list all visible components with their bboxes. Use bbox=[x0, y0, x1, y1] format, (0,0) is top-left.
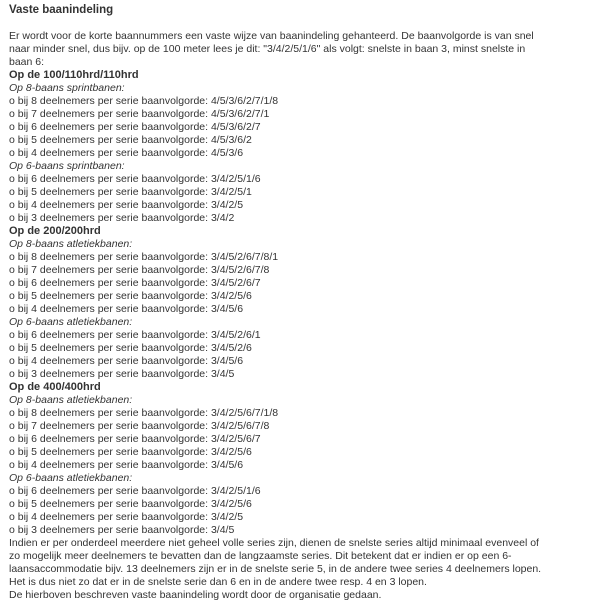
lane-order-item: o bij 6 deelnemers per serie baanvolgorde: 3/4/2/5/1/6 bbox=[9, 173, 261, 185]
lane-order-item: o bij 4 deelnemers per serie baanvolgorde: 3/4/5/6 bbox=[9, 303, 244, 315]
lane-order-item: o bij 8 deelnemers per serie baanvolgorde: 4/5/3/6/2/7/1/8 bbox=[9, 95, 279, 107]
lane-order-item: o bij 7 deelnemers per serie baanvolgorde: 3/4/5/2/6/7/8 bbox=[9, 264, 270, 276]
lane-order-item: o bij 3 deelnemers per serie baanvolgorde: 3/4/5 bbox=[9, 524, 235, 536]
lane-order-item: o bij 5 deelnemers per serie baanvolgorde: 3/4/2/5/1 bbox=[9, 186, 252, 198]
subsection-label: Op 8-baans sprintbanen: bbox=[9, 82, 125, 94]
lane-order-item: o bij 8 deelnemers per serie baanvolgorde: 3/4/5/2/6/7/8/1 bbox=[9, 251, 279, 263]
subsection-label: Op 8-baans atletiekbanen: bbox=[9, 238, 133, 250]
lane-order-item: o bij 6 deelnemers per serie baanvolgorde: 4/5/3/6/2/7 bbox=[9, 121, 261, 133]
section-heading: Op de 200/200hrd bbox=[9, 225, 101, 237]
lane-order-item: o bij 4 deelnemers per serie baanvolgorde: 3/4/5/6 bbox=[9, 459, 244, 471]
closing-line: Het is dus niet zo dat er in de snelste serie dan 6 en in de andere twee resp. 4 en 3 lopen. bbox=[9, 576, 427, 588]
section bbox=[9, 225, 591, 381]
section-heading: Op de 100/110hrd/110hrd bbox=[9, 69, 139, 81]
section bbox=[9, 69, 591, 225]
intro-line: naar minder snel, dus bijv. op de 100 meter lees je dit: "3/4/2/5/1/6" als volgt: snelste in baan 3, minst snelste in bbox=[9, 43, 526, 55]
lane-order-item: o bij 4 deelnemers per serie baanvolgorde: 4/5/3/6 bbox=[9, 147, 244, 159]
lane-order-item: o bij 5 deelnemers per serie baanvolgorde: 3/4/2/5/6 bbox=[9, 498, 252, 510]
lane-order-item: o bij 5 deelnemers per serie baanvolgorde: 3/4/2/5/6 bbox=[9, 290, 252, 302]
intro-line: baan 6: bbox=[9, 56, 45, 68]
lane-order-item: o bij 3 deelnemers per serie baanvolgorde: 3/4/2 bbox=[9, 212, 235, 224]
lane-order-item: o bij 7 deelnemers per serie baanvolgorde: 4/5/3/6/2/7/1 bbox=[9, 108, 270, 120]
lane-order-item: o bij 5 deelnemers per serie baanvolgorde: 3/4/5/2/6 bbox=[9, 342, 252, 354]
lane-order-item: o bij 6 deelnemers per serie baanvolgorde: 3/4/5/2/6/7 bbox=[9, 277, 261, 289]
lane-order-item: o bij 6 deelnemers per serie baanvolgorde: 3/4/2/5/1/6 bbox=[9, 485, 261, 497]
section-heading: Op de 400/400hrd bbox=[9, 381, 101, 393]
subsection-label: Op 6-baans sprintbanen: bbox=[9, 160, 125, 172]
lane-order-item: o bij 4 deelnemers per serie baanvolgorde: 3/4/2/5 bbox=[9, 511, 244, 523]
subsection-label: Op 6-baans atletiekbanen: bbox=[9, 316, 133, 328]
subsection-label: Op 8-baans atletiekbanen: bbox=[9, 394, 133, 406]
lane-order-item: o bij 6 deelnemers per serie baanvolgorde: 3/4/5/2/6/1 bbox=[9, 329, 261, 341]
closing-line: De hierboven beschreven vaste baanindeling wordt door de organisatie gedaan. bbox=[9, 589, 382, 601]
lane-order-item: o bij 5 deelnemers per serie baanvolgorde: 3/4/2/5/6 bbox=[9, 446, 252, 458]
closing-line: laansaccommodatie bijv. 13 deelnemers zijn er in de snelste serie 5, in de andere twee series 4 deelnemers lopen. bbox=[9, 563, 542, 575]
lane-order-item: o bij 3 deelnemers per serie baanvolgorde: 3/4/5 bbox=[9, 368, 235, 380]
section bbox=[9, 381, 591, 537]
lane-order-item: o bij 8 deelnemers per serie baanvolgorde: 3/4/2/5/6/7/1/8 bbox=[9, 407, 279, 419]
intro-line: Er wordt voor de korte baannummers een vaste wijze van baanindeling gehanteerd. De baanvolgorde is van snel bbox=[9, 30, 534, 42]
lane-order-item: o bij 4 deelnemers per serie baanvolgorde: 3/4/2/5 bbox=[9, 199, 244, 211]
sections bbox=[9, 69, 591, 537]
closing-paragraph bbox=[9, 537, 591, 602]
lane-order-item: o bij 7 deelnemers per serie baanvolgorde: 3/4/2/5/6/7/8 bbox=[9, 420, 270, 432]
lane-order-item: o bij 5 deelnemers per serie baanvolgorde: 4/5/3/6/2 bbox=[9, 134, 252, 146]
closing-line: Indien er per onderdeel meerdere niet geheel volle series zijn, dienen de snelste series altijd minimaal evenveel of bbox=[9, 537, 539, 549]
lane-order-item: o bij 6 deelnemers per serie baanvolgorde: 3/4/2/5/6/7 bbox=[9, 433, 261, 445]
intro-paragraph bbox=[9, 30, 591, 69]
page-title: Vaste baanindeling bbox=[9, 4, 114, 16]
subsection-label: Op 6-baans atletiekbanen: bbox=[9, 472, 133, 484]
lane-order-item: o bij 4 deelnemers per serie baanvolgorde: 3/4/5/6 bbox=[9, 355, 244, 367]
closing-line: zo mogelijk meer deelnemers te bevatten dan de langzaamste series. Dit betekent dat er indien er op een 6- bbox=[9, 550, 512, 562]
